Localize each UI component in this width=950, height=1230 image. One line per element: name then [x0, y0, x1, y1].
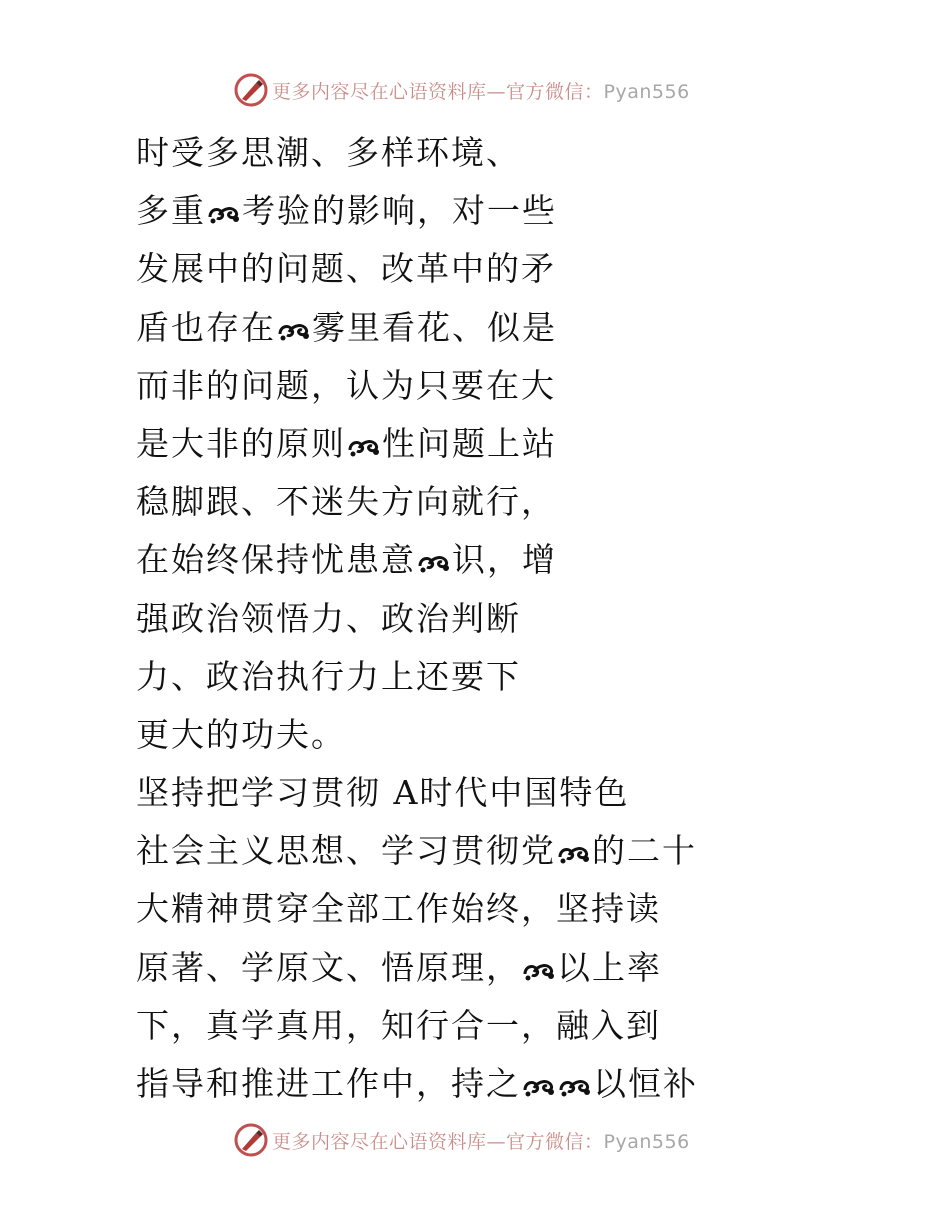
text-segment: 雾里看花、似是 — [312, 307, 557, 347]
text-line — [136, 939, 836, 997]
text-line — [136, 648, 836, 706]
ornament-icon — [558, 1076, 592, 1098]
watermark-text: 更多内容尽在心语资料库—官方微信：Pyan556 — [272, 80, 690, 103]
ornament-icon — [557, 843, 591, 865]
ornament-icon — [417, 552, 451, 574]
text-segment: 多重 — [136, 191, 206, 231]
ornament-icon — [277, 320, 311, 342]
text-line — [136, 473, 836, 531]
text-segment: 大精神贯穿全部工作始终，坚持读 — [136, 889, 661, 929]
text-segment: 的二十 — [592, 831, 697, 871]
text-line — [136, 415, 836, 473]
header-watermark — [234, 72, 714, 108]
text-segment: 坚持把学习贯彻 A时代中国特色 — [136, 773, 630, 813]
text-line — [136, 357, 836, 415]
text-line — [136, 124, 836, 182]
text-segment: 强政治领悟力、政治判断 — [136, 598, 521, 638]
watermark-account: Pyan556 — [603, 1130, 690, 1153]
text-segment: 以上率 — [557, 947, 662, 987]
text-segment: 盾也存在 — [136, 307, 276, 347]
text-line — [136, 240, 836, 298]
text-segment: 是大非的原则 — [136, 423, 346, 463]
text-segment: 以恒补 — [593, 1064, 698, 1103]
text-segment: 性问题上站 — [382, 423, 557, 463]
text-segment: 下，真学真用，知行合一，融入到 — [136, 1005, 661, 1045]
pen-logo-icon — [234, 73, 268, 107]
document-body — [136, 124, 836, 1113]
text-segment: 原著、学原文、悟原理， — [136, 947, 521, 987]
text-line — [136, 880, 836, 938]
text-line — [136, 182, 836, 240]
ornament-icon — [207, 203, 241, 225]
text-line — [136, 997, 836, 1055]
text-segment: 指导和推进工作中，持之 — [136, 1064, 521, 1103]
text-line — [136, 706, 836, 764]
text-segment: 识，增 — [452, 540, 557, 580]
text-line — [136, 590, 836, 648]
text-segment: 稳脚跟、不迷失方向就行， — [136, 482, 556, 522]
text-segment: 时受多思潮、多样环境、 — [136, 133, 521, 172]
footer-watermark — [234, 1122, 714, 1158]
text-segment: 更大的功夫。 — [136, 714, 346, 754]
pen-logo-icon — [234, 1123, 268, 1157]
watermark-text: 更多内容尽在心语资料库—官方微信：Pyan556 — [272, 1130, 690, 1153]
text-segment: 而非的问题，认为只要在大 — [136, 365, 556, 405]
text-line — [136, 299, 836, 357]
text-line — [136, 531, 836, 589]
ornament-icon — [522, 960, 556, 982]
text-line — [136, 822, 836, 880]
text-segment: 发展中的问题、改革中的矛 — [136, 249, 556, 289]
text-segment: 在始终保持忧患意 — [136, 540, 416, 580]
text-line — [136, 1055, 836, 1113]
watermark-account: Pyan556 — [603, 80, 690, 103]
text-line — [136, 764, 836, 822]
text-segment: 力、政治执行力上还要下 — [136, 656, 521, 696]
ornament-icon — [522, 1076, 556, 1098]
text-segment: 考验的影响，对一些 — [242, 191, 557, 231]
text-segment: 社会主义思想、学习贯彻党 — [136, 831, 556, 871]
ornament-icon — [347, 436, 381, 458]
